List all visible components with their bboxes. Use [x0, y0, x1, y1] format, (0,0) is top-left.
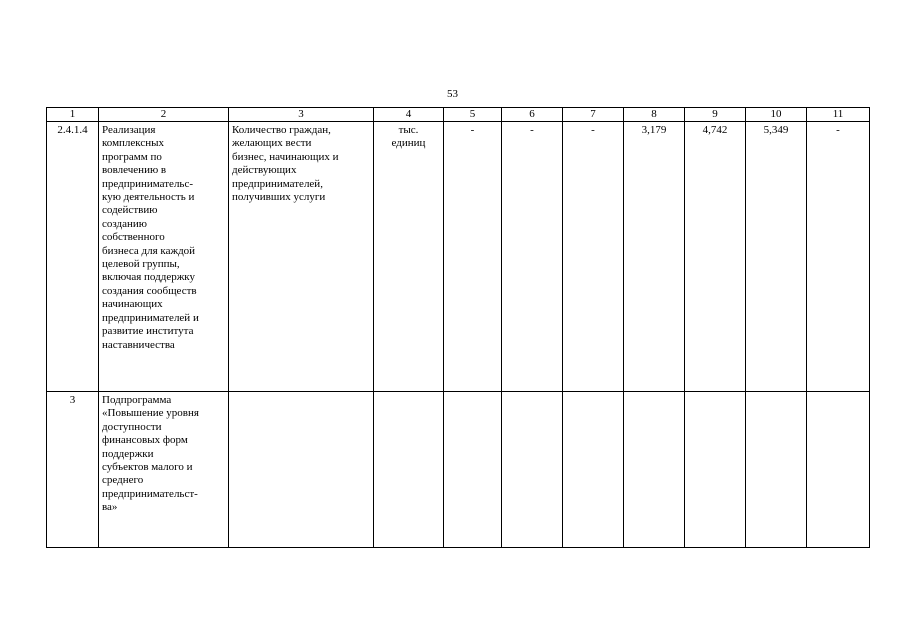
- column-header: 5: [444, 108, 502, 122]
- column-header: 11: [807, 108, 870, 122]
- row-value-11: -: [807, 122, 870, 392]
- column-header: 2: [99, 108, 229, 122]
- column-header: 3: [229, 108, 374, 122]
- table-row: [47, 392, 870, 548]
- column-header: 4: [374, 108, 444, 122]
- row-value-9: [685, 392, 746, 548]
- row-indicator: [229, 392, 374, 548]
- column-header: 9: [685, 108, 746, 122]
- row-number: 3: [47, 392, 99, 548]
- row-value-7: [563, 392, 624, 548]
- row-unit: тыс. единиц: [374, 122, 444, 392]
- row-value-8: 3,179: [624, 122, 685, 392]
- column-header: 6: [502, 108, 563, 122]
- row-name: Реализация комплексных программ по вовлечению в предпринимательс- кую деятельность и содействию созданию собственного бизнеса для каждой целевой группы, включая поддержку создания сообществ начинающих предпринимателей и развитие института наставничества: [99, 122, 229, 392]
- row-indicator: Количество граждан, желающих вести бизнес, начинающих и действующих предпринимателей, получивших услуги: [229, 122, 374, 392]
- row-value-7: -: [563, 122, 624, 392]
- page-number: 53: [447, 88, 458, 100]
- table-header-row: [47, 108, 870, 122]
- column-header: 10: [746, 108, 807, 122]
- table-row: [47, 122, 870, 392]
- row-value-8: [624, 392, 685, 548]
- row-value-5: -: [444, 122, 502, 392]
- row-value-6: -: [502, 122, 563, 392]
- row-value-9: 4,742: [685, 122, 746, 392]
- row-unit: [374, 392, 444, 548]
- row-value-6: [502, 392, 563, 548]
- column-header: 8: [624, 108, 685, 122]
- row-value-10: [746, 392, 807, 548]
- column-header: 7: [563, 108, 624, 122]
- row-value-10: 5,349: [746, 122, 807, 392]
- column-header: 1: [47, 108, 99, 122]
- row-value-11: [807, 392, 870, 548]
- row-name: Подпрограмма «Повышение уровня доступности финансовых форм поддержки субъектов малого и среднего предпринимательст- ва»: [99, 392, 229, 548]
- row-number: 2.4.1.4: [47, 122, 99, 392]
- indicators-table: [46, 107, 870, 548]
- row-value-5: [444, 392, 502, 548]
